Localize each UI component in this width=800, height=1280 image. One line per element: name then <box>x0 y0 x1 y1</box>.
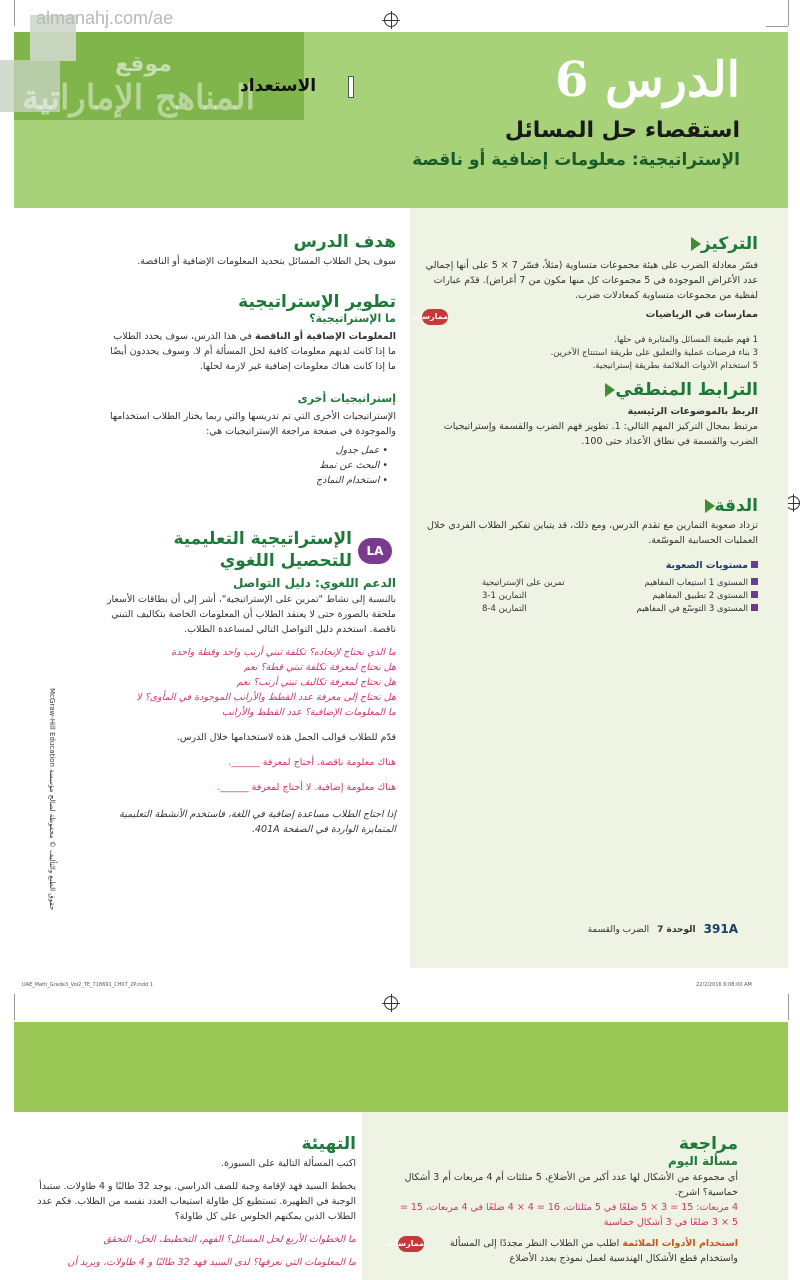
review-section <box>387 1134 738 1266</box>
warmup-intro: اكتب المسألة التالية على السبورة. <box>220 1158 356 1169</box>
rigor-section <box>422 496 758 616</box>
focus-heading: التركيز <box>700 234 758 254</box>
crop-mark <box>788 0 789 26</box>
objective-heading: هدف الدرس <box>293 232 396 252</box>
ell-heading <box>100 528 352 572</box>
ell-frame: هناك معلومة إضافية. لا أحتاج لمعرفة ______. <box>217 782 396 793</box>
problem-text: أي مجموعة من الأشكال لها عدد أكبر من الأضلاع، 5 مثلثات أم 4 مربعات أم 3 أشكال خماسية؟ اشرح. <box>404 1172 738 1198</box>
list-item: • استخدام النماذج <box>316 475 388 486</box>
strategy-sub: ما الإستراتيجية؟ <box>309 312 396 325</box>
prep-marker <box>348 76 354 98</box>
warmup-steps: ما الخطوات الأربع لحل المسائل؟ الفهم، التخطيط، الحل، التحقق <box>103 1234 356 1245</box>
other-strategies-heading: إستراتيجيات أخرى <box>297 392 396 405</box>
prep-label: الاستعداد <box>240 76 317 96</box>
strategy-text: في هذا الدرس، سوف يحدد الطلاب ما إذا كانت لديهم معلومات كافية لحل المسألة أم لا. وسوف يحددون أيضًا ما إذا كانت هناك معلومات إضافية غير لازمة لحلها. <box>110 331 396 372</box>
crop-mark <box>788 994 789 1020</box>
levels-icon <box>751 561 758 568</box>
page-number: 391A <box>703 922 738 936</box>
strategy-item: عمل جدول <box>335 445 380 456</box>
la-badge: LA <box>358 538 392 564</box>
unit-label: الوحدة 7 <box>657 925 696 935</box>
watermark-url[interactable]: almanahj.com/ae <box>36 8 174 28</box>
rigor-heading: الدقة <box>714 496 758 516</box>
unit-title: الضرب والقسمة <box>587 925 650 935</box>
level-row <box>422 590 758 603</box>
copyright-credit <box>44 688 58 911</box>
ell-intro: بالنسبة إلى نشاط "تمرين على الإستراتيجية"، أشر إلى أن بطاقات الأسعار ملحقة بالصورة حتى لا يعتقد الطلاب أن المعلومات الخاصة بتكاليف التبني ناقصة. استخدم دليل التواصل التالي لمساعدة الطلاب. <box>106 594 396 635</box>
problem-answer: 4 مربعات: 15 = 3 × 5 ضلعًا في 5 مثلثات، 16 = 4 × 4 ضلعًا في 4 مربعات، 15 = 5 × 3 ضلعًا في 3 أشكال خماسية <box>399 1202 738 1228</box>
focus-section <box>411 234 758 373</box>
rigor-text: تزداد صعوبة التمارين مع تقدم الدرس، ومع ذلك، قد يتباين تفكير الطلاب الفردي خلال العمليات الحسابية الموسّعة. <box>426 520 758 546</box>
registration-mark-icon <box>384 13 398 27</box>
coherence-sub: الربط بالموضوعات الرئيسية <box>627 406 758 417</box>
level-label: المستوى 3 التوسّع في المفاهيم <box>636 604 748 614</box>
level-label: المستوى 1 استيعاب المفاهيم <box>644 578 748 588</box>
objective-section <box>108 232 396 269</box>
level-1-icon <box>751 578 758 585</box>
review-heading: مراجعة <box>678 1134 738 1154</box>
practice-item: 3 بناء فرضيات عملية والتعليق على طريقة استنتاج الآخرين. <box>550 348 758 358</box>
ell-qa: هل نحتاج لمعرفة تكلفة تبني قطة؟ نعم <box>243 662 396 673</box>
ell-frames-intro: قدّم للطلاب قوالب الجمل هذه لاستخدامها خلال الدرس. <box>176 732 396 743</box>
tools-heading: استخدام الأدوات الملائمة <box>622 1238 738 1249</box>
triangle-bullet-icon <box>691 237 701 251</box>
ell-title: الإستراتيجية التعليمية للتحصيل اللغوي <box>173 529 352 571</box>
ell-closing: إذا احتاج الطلاب مساعدة إضافية في اللغة، فاستخدم الأنشطة التعليمية المتمايزة الواردة في الصفحة 401A. <box>119 809 396 835</box>
crop-mark <box>14 0 15 26</box>
registration-mark-icon <box>786 496 800 510</box>
coherence-text: مرتبط بمجال التركيز المهم التالي: 1. تطوير فهم الضرب والقسمة وإستراتيجيات الضرب والقسمة في نطاق الأعداد حتى 100. <box>443 421 758 447</box>
level-ref: التمارين 4-8 <box>482 604 527 614</box>
practices-badge: ممارسات <box>422 309 448 325</box>
level-3-icon <box>751 604 758 611</box>
ell-qa: هل نحتاج إلى معرفة عدد القطط والأرانب الموجودة في المأوى؟ لا <box>136 692 396 703</box>
triangle-bullet-icon <box>705 499 715 513</box>
crop-mark <box>14 994 15 1020</box>
level-ref: التمارين 1-3 <box>482 591 527 601</box>
watermark-site-name: المناهج الإماراتية <box>22 78 256 118</box>
watermark-site-word: موقع <box>115 52 172 77</box>
practice-item: 1 فهم طبيعة المسائل والمثابرة في حلها. <box>614 335 758 345</box>
page-footer <box>538 922 738 936</box>
level-ref: تمرين على الإستراتيجية <box>482 578 565 588</box>
levels-title: مستويات الصعوبة <box>665 560 748 571</box>
print-date: 22/2/2016 6:08:00 AM <box>696 982 752 988</box>
page2-banner <box>14 1022 788 1112</box>
lesson-subtitle: الإستراتيجية: معلومات إضافية أو ناقصة <box>412 150 740 170</box>
strategy-item: استخدام النماذج <box>316 475 380 486</box>
ell-frame: هناك معلومة ناقصة. أحتاج لمعرفة ______. <box>228 757 396 768</box>
triangle-bullet-icon <box>605 383 615 397</box>
strategy-item: البحث عن نمط <box>319 460 380 471</box>
warmup-cut: ما المعلومات التي نعرفها؟ لدى السيد فهد 32 طالبًا و 4 طاولات، ويريد أن <box>67 1257 356 1268</box>
practices-title: ممارسات في الرياضيات <box>645 309 758 320</box>
focus-text: فسّر معادلة الضرب على هيئة مجموعات متساوية (مثلاً، فسّر 7 × 5 على أنها إجمالي عدد الأغراض الموجودة في 5 مجموعات كل منها مكون من 7 أغراض). قدّم عبارات لفظية من مجموعات متساوية كمعادلات ضرب. <box>425 260 758 301</box>
coherence-heading: الترابط المنطقي <box>615 380 758 400</box>
print-file: UAE_Math_Grade3_Vol2_TE_718691_CH07_2P.indd 1 <box>22 982 153 988</box>
ell-sub: الدعم اللغوي: دليل التواصل <box>232 576 396 590</box>
level-label: المستوى 2 تطبيق المفاهيم <box>652 591 748 601</box>
coherence-section <box>422 380 758 449</box>
warmup-heading: التهيئة <box>301 1134 356 1154</box>
ell-qa: ما الذي نحتاج لإيجاده؟ تكلفة تبني أرنب واحد وقطة واحدة <box>171 647 396 658</box>
ell-section <box>92 576 396 837</box>
objective-text: سوف يحل الطلاب المسائل بتحديد المعلومات الإضافية أو الناقصة. <box>137 256 396 267</box>
ell-qa: هل نحتاج لمعرفة تكاليف تبني أرنب؟ نعم <box>236 677 396 688</box>
list-item: • البحث عن نمط <box>319 460 388 471</box>
strategy-heading: تطوير الإستراتيجية <box>238 292 396 312</box>
warmup-text: يخطط السيد فهد لإقامة وجبة للصف الدراسي. يوجد 32 طالبًا و 4 طاولات. ستبدأ الوجبة في الظهيرة. تستطيع كل طاولة استيعاب العدد نفسه من الطلاب. فكم عدد الطلاب الذين يمكنهم الجلوس على كل طاولة؟ <box>37 1181 356 1222</box>
registration-mark-icon <box>384 996 398 1010</box>
level-2-icon <box>751 591 758 598</box>
strategy-section <box>108 292 396 488</box>
ell-qa: ما المعلومات الإضافية؟ عدد القطط والأرانب <box>221 707 396 718</box>
crop-mark <box>766 26 788 27</box>
warmup-section <box>26 1134 356 1270</box>
strategy-bold-lead: المعلومات الإضافية أو الناقصة <box>254 331 396 342</box>
problem-heading: مسألة اليوم <box>668 1154 738 1168</box>
practice-item: 5 استخدام الأدوات الملائمة بطريقة إستراتيجية. <box>592 361 758 371</box>
tools-badge: ممارسات <box>398 1236 424 1252</box>
lesson-number: الدرس 6 <box>554 52 740 108</box>
tools-text: اطلب من الطلاب النظر مجددًا إلى المسألة واستخدام قطع الأشكال الهندسية لعمل نموذج بعدد الأضلاع <box>449 1238 738 1264</box>
level-row <box>422 603 758 616</box>
lesson-title: استقصاء حل المسائل <box>504 118 740 143</box>
copyright-text: McGraw-Hill Education حقوق الطبع والتأليف © محفوظة لصالح مؤسسة <box>48 688 56 911</box>
other-strategies-text: الإستراتيجيات الأخرى التي تم تدريسها والتي ربما يختار الطلاب استخدامها والموجودة في صفحة مراجعة الإستراتيجيات هي: <box>110 411 396 437</box>
list-item: • عمل جدول <box>335 445 388 456</box>
level-row <box>422 577 758 590</box>
